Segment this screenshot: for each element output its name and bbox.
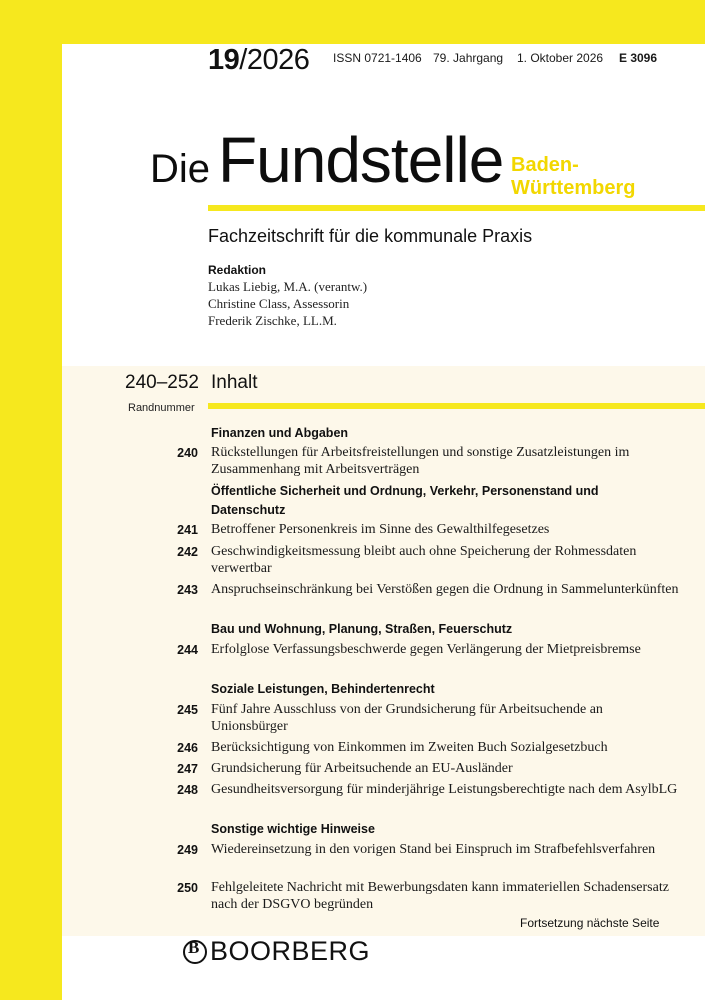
section-heading: Sonstige wichtige Hinweise [211,822,375,836]
title-fundstelle: Fundstelle [218,124,504,196]
entry-text: Berücksichtigung von Einkommen im Zweiten Buch Sozialgesetzbuch [211,740,608,755]
publisher-name: BOORBERG [210,936,371,966]
issue-number: 19/2026 [208,44,310,76]
entry-number: 241 [177,523,198,537]
entry-number: 243 [177,583,198,597]
entry-number: 250 [177,881,198,895]
boorberg-logo [183,936,370,967]
entry-text: Wiedereinsetzung in den vorigen Stand bei Einspruch im Strafbefehlsverfahren [211,842,656,857]
entry-text: Geschwindigkeitsmessung bleibt auch ohne Speicherung der Rohmessdaten verwertbar [211,544,637,576]
boorberg-logo-icon: B [183,940,207,964]
entry-text: Grundsicherung für Arbeitsuchende an EU-Ausländer [211,761,513,776]
entry-number: 240 [177,446,198,460]
issue-date: 1. Oktober 2026 [517,51,604,65]
redaktion-member: Frederik Zischke, LL.M. [208,313,337,328]
entry-text: Erfolglose Verfassungsbeschwerde gegen Verlängerung der Mietpreisbremse [211,642,641,657]
title-rule [208,205,705,211]
entry-text: Gesundheitsversorgung für minderjährige Leistungsberechtigte nach dem AsylbLG [211,782,678,797]
issn: ISSN 0721-1406 [333,51,422,65]
section-heading: Bau und Wohnung, Planung, Straßen, Feuerschutz [211,622,513,636]
entry-text: Betroffener Personenkreis im Sinne des Gewalthilfegesetzes [211,522,550,537]
entry-text: Fehlgeleitete Nachricht mit Bewerbungsdaten kann immateriellen Schadensersatz nach der DSGVO begründen [211,880,669,912]
contents-title: Inhalt [211,372,258,393]
redaktion-member: Christine Class, Assessorin [208,296,350,311]
entry-number: 242 [177,545,198,559]
entry-number: 248 [177,783,198,797]
section-heading: Finanzen und Abgaben [211,426,349,440]
entry-number: 244 [177,643,198,657]
redaktion-member: Lukas Liebig, M.A. (verantw.) [208,279,368,294]
volume: 79. Jahrgang [433,51,504,65]
entry-number: 246 [177,741,198,755]
region-label: Baden- Württemberg [511,154,636,199]
section-heading: Öffentliche Sicherheit und Ordnung, Verkehr, Personenstand und Datenschutz [211,484,599,517]
entry-text: Anspruchseinschränkung bei Verstößen gegen die Ordnung in Sammelunterkünften [211,582,679,597]
entry-number: 249 [177,843,198,857]
entry-number: 245 [177,703,198,717]
entry-text: Rückstellungen für Arbeitsfreistellungen und sonstige Zusatzleistungen im Zusammenhang mit Arbeitsverträgen [211,445,630,477]
journal-subtitle: Fachzeitschrift für die kommunale Praxis [208,226,533,246]
journal-code: E 3096 [619,51,658,65]
title-die: Die [150,147,211,191]
entry-text: Fünf Jahre Ausschluss von der Grundsicherung für Arbeitsuchende an Unionsbürger [211,702,603,734]
contents-rule [208,403,705,409]
randnummer-label: Randnummer [128,402,195,414]
continuation-note: Fortsetzung nächste Seite [520,916,660,930]
entry-number: 247 [177,762,198,776]
redaktion-heading: Redaktion [208,263,267,277]
journal-title [150,124,504,196]
section-heading: Soziale Leistungen, Behindertenrecht [211,682,435,696]
publisher-footer [62,936,705,1000]
contents-range: 240–252 [125,372,199,393]
